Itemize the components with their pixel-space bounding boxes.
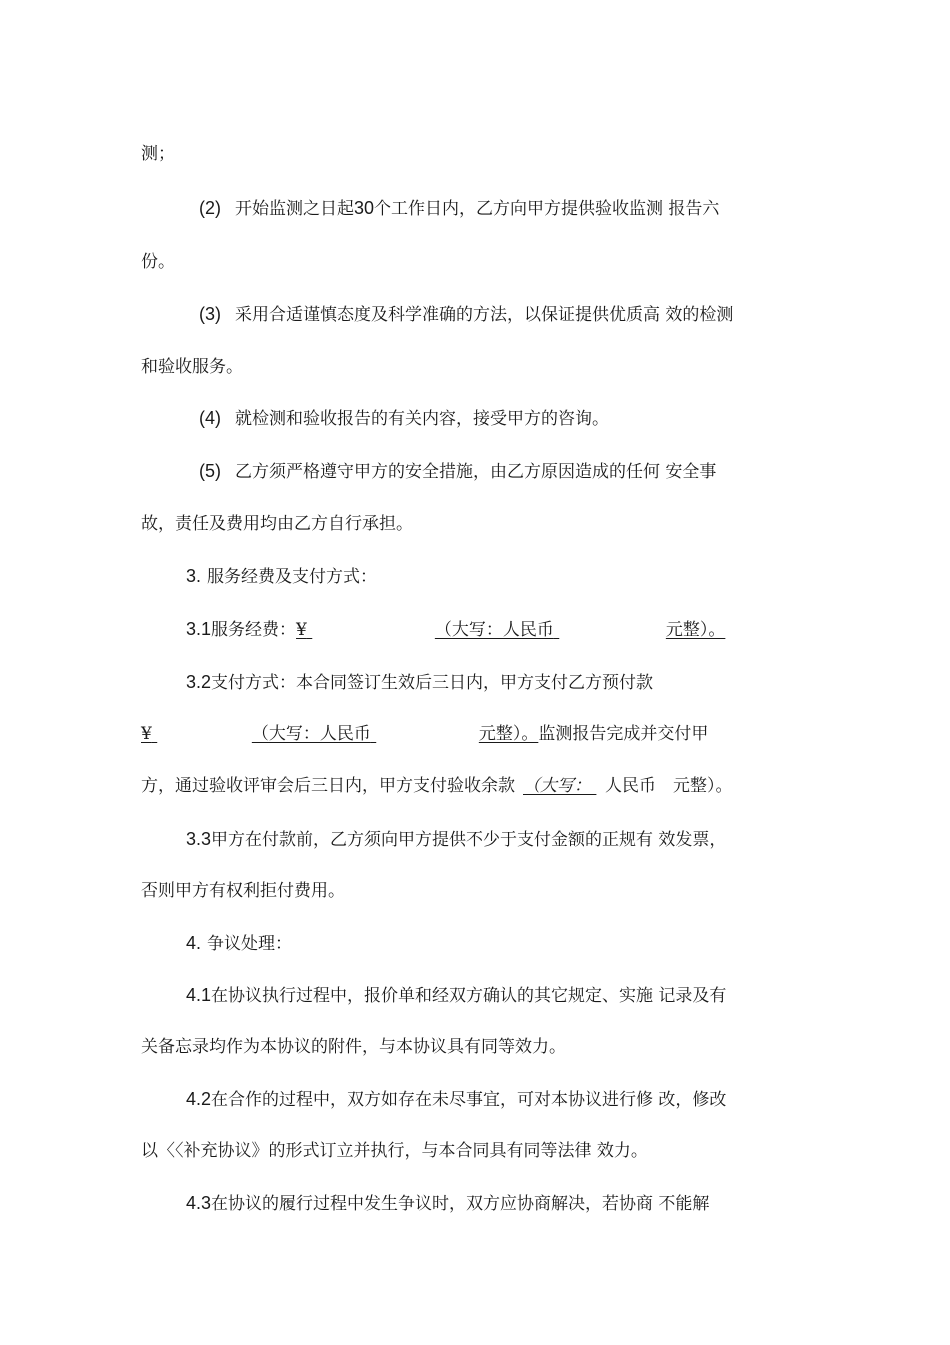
balance-blank-capital: （大写： xyxy=(523,776,591,796)
item-number: (4) xyxy=(199,408,221,428)
item-2 xyxy=(199,196,719,221)
item-number: (2) xyxy=(199,198,221,218)
clause-3-3 xyxy=(186,827,726,852)
text-fragment: 份。 xyxy=(141,252,175,272)
clause-number: 4.3 xyxy=(186,1193,212,1213)
line-continuation-2 xyxy=(141,250,175,274)
clause-text-rest: 监测报告完成并交付甲 xyxy=(538,724,709,744)
item-number: (5) xyxy=(199,461,221,481)
prepay-blank-end: 元整）。 xyxy=(478,724,539,744)
fee-blank-yuan: ¥ xyxy=(296,620,307,640)
clause-text: 在合作的过程中，双方如存在未尽事宜，可对本协议进行修 改，修改 xyxy=(211,1090,727,1110)
item-number: (3) xyxy=(199,304,221,324)
item-5 xyxy=(199,459,716,484)
clause-number: 3.2 xyxy=(186,672,212,692)
clause-text: 在协议的履行过程中发生争议时，双方应协商解决，若协商 不能解 xyxy=(211,1194,710,1214)
clause-4-1 xyxy=(186,983,726,1008)
line-continuation-5 xyxy=(141,512,413,536)
item-text: 就检测和验收报告的有关内容，接受甲方的咨询。 xyxy=(235,409,609,429)
clause-4-3 xyxy=(186,1191,709,1216)
section-number: 4. xyxy=(186,933,202,953)
section-3-heading xyxy=(186,564,377,589)
clause-text: 关备忘录均作为本协议的附件，与本协议具有同等效力。 xyxy=(141,1037,566,1057)
item-text: 开始监测之日起 xyxy=(235,199,354,219)
clause-3-2-line-2 xyxy=(141,722,708,746)
text-fragment: 和验收服务。 xyxy=(141,357,243,377)
item-3 xyxy=(199,302,733,327)
clause-text: 服务经费： xyxy=(211,620,297,640)
clause-text-rest: 人民币 元整）。 xyxy=(605,776,733,796)
clause-number: 3.3 xyxy=(186,829,212,849)
item-number-inline: 30 xyxy=(354,198,375,218)
fee-blank-capital: （大写：人民币 xyxy=(434,620,554,640)
clause-4-2 xyxy=(186,1087,726,1112)
clause-text: 在协议执行过程中，报价单和经双方确认的其它规定、实施 记录及有 xyxy=(211,986,727,1006)
clause-4-2-line-2 xyxy=(141,1139,648,1163)
line-continuation-3 xyxy=(141,355,243,379)
clause-3-2-line-3 xyxy=(141,774,733,798)
text-fragment: 测； xyxy=(141,144,175,164)
item-text-rest: 个工作日内，乙方向甲方提供验收监测 报告六 xyxy=(374,199,720,219)
section-title: 服务经费及支付方式： xyxy=(207,567,378,587)
clause-text: 否则甲方有权利拒付费用。 xyxy=(141,881,345,901)
section-4-heading xyxy=(186,931,292,956)
clause-number: 4.1 xyxy=(186,985,212,1005)
item-text: 乙方须严格遵守甲方的安全措施，由乙方原因造成的任何 安全事 xyxy=(235,462,717,482)
item-4 xyxy=(199,406,609,431)
clause-number: 4.2 xyxy=(186,1089,212,1109)
section-title: 争议处理： xyxy=(207,934,293,954)
clause-3-1 xyxy=(186,617,725,642)
clause-number: 3.1 xyxy=(186,619,212,639)
clause-3-2 xyxy=(186,670,653,695)
clause-text: 甲方在付款前，乙方须向甲方提供不少于支付金额的正规有 效发票， xyxy=(211,830,727,850)
clause-text: 方，通过验收评审会后三日内，甲方支付验收余款 xyxy=(141,776,515,796)
prepay-blank-yuan: ¥ xyxy=(141,724,152,744)
clause-3-3-line-2 xyxy=(141,879,345,903)
line-continuation-1 xyxy=(141,142,175,166)
item-text: 采用合适谨慎态度及科学准确的方法，以保证提供优质高 效的检测 xyxy=(235,305,734,325)
clause-text: 支付方式：本合同签订生效后三日内，甲方支付乙方预付款 xyxy=(211,673,654,693)
text-fragment: 故，责任及费用均由乙方自行承担。 xyxy=(141,514,413,534)
prepay-blank-capital: （大写：人民币 xyxy=(251,724,371,744)
section-number: 3. xyxy=(186,566,202,586)
clause-4-1-line-2 xyxy=(141,1035,566,1059)
fee-blank-end: 元整）。 xyxy=(665,620,726,640)
clause-text: 以〈〈补充协议》的形式订立并执行，与本合同具有同等法律 效力。 xyxy=(141,1141,648,1161)
